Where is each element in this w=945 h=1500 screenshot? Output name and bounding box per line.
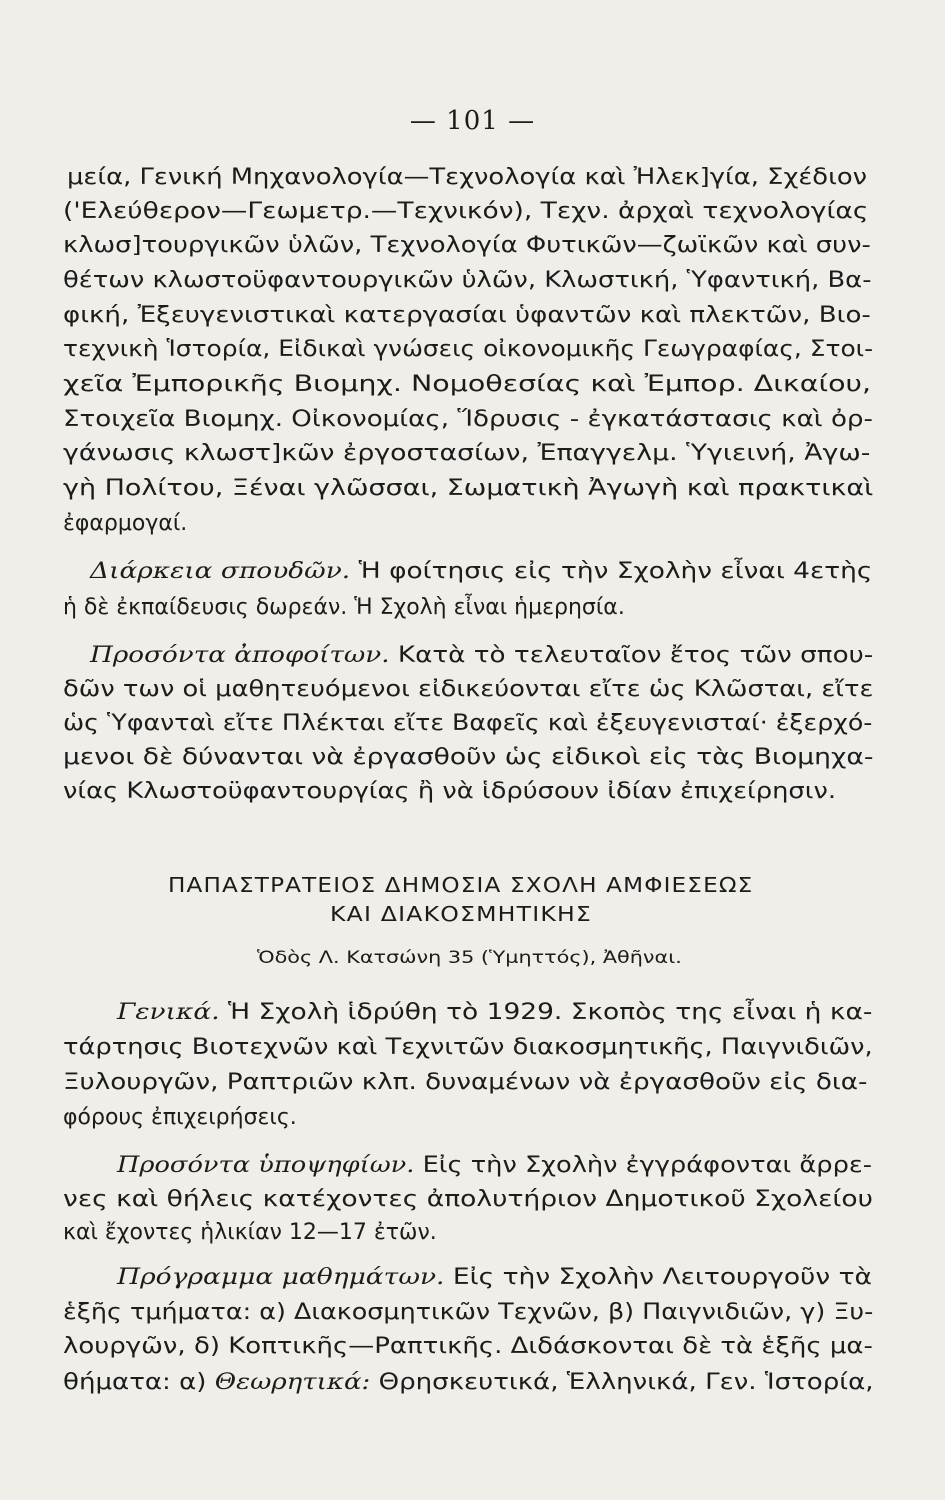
candidates-text: Εἰς τὴν Σχολὴν ἐγγράφονται ἄρρε- [422,1153,873,1178]
text-line: φόρους ἐπιχειρήσεις. [63,1105,297,1130]
paragraph-first-line [90,559,872,585]
text-line: τεχνικὴ Ἱστορία, Εἰδικαὶ γνώσεις οἰκονομικῆς Γεωγραφίας, Στοι- [63,337,874,362]
text-line: ἐφαρμογαί. [63,511,188,536]
theoretical-label: Θεωρητικά: [214,1370,371,1395]
text-line: μενοι δὲ δύνανται νὰ ἐργασθοῦν ὡς εἰδικοὶ εἰς τὰς Βιομηχα- [63,745,874,770]
paragraph-first-line [117,1000,872,1026]
text-line: νίας Κλωστοϋφαντουργίας ἢ νὰ ἱδρύσουν ἰδίαν ἐπιχείρησιν. [63,779,837,804]
program-text: Εἰς τὴν Σχολὴν Λειτουργοῦν τὰ [452,1265,873,1290]
paragraph-first-line [117,1153,872,1179]
text-line: λουργῶν, δ) Κοπτικῆς—Ραπτικῆς. Διδάσκονται δὲ τὰ ἑξῆς μα- [63,1334,873,1359]
general-text: Ἡ Σχολὴ ἱδρύθη τὸ 1929. Σκοπὸς της εἶναι ἡ κα- [228,1000,873,1025]
text-line: γάνωσις κλωστ]κῶν ἐργοστασίων, Ἐπαγγελμ. Ὑγιεινή, Ἀγω- [63,441,871,466]
text-line: νες καὶ θήλεις κατέχοντες ἀπολυτήριον Δημοτικοῦ Σχολείου [63,1187,873,1212]
section-heading: ΚΑΙ ΔΙΑΚΟΣΜΗΤΙΚΗΣ [330,902,593,926]
text-line: γὴ Πολίτου, Ξέναι γλῶσσαι, Σωματικὴ Ἀγωγὴ καὶ πρακτικαὶ [63,476,874,501]
text-line: ἑξῆς τμήματα: α) Διακοσμητικῶν Τεχνῶν, β) Παιγνιδιῶν, γ) Ξυ- [63,1300,874,1325]
program-label: Πρόγραμμα μαθημάτων. [117,1265,445,1290]
duration-label: Διάρκεια σπουδῶν. [90,559,351,584]
school-address: Ὁδὸς Λ. Κατσώνη 35 (Ὑμηττός), Ἀθῆναι. [257,948,682,968]
paragraph-first-line [117,1265,872,1291]
text-line: ἡ δὲ ἐκπαίδευσις δωρεάν. Ἡ Σχολὴ εἶναι ἡμερησία. [63,595,625,620]
text-line: ('Ελεύθερον—Γεωμετρ.—Τεχνικόν), Τεχν. ἀρχαὶ τεχνολογίας [63,199,869,224]
paragraph-first-line [90,643,873,669]
text-line: τάρτησις Βιοτεχνῶν καὶ Τεχνιτῶν διακοσμητικῆς, Παιγνιδιῶν, [63,1035,873,1060]
text-line: φική, Ἐξευγενιστικαὶ κατεργασίαι ὑφαντῶν καὶ πλεκτῶν, Βιο- [63,303,871,328]
text-fragment: Θρησκευτικά, Ἑλληνικά, Γεν. Ἱστορία, [378,1370,874,1395]
text-line: Στοιχεῖα Βιομηχ. Οἰκονομίας, Ἵδρυσις - ἐγκατάστασις καὶ ὀρ- [63,407,873,432]
text-line: Ξυλουργῶν, Ραπτριῶν κλπ. δυναμένων νὰ ἐργασθοῦν εἰς δια- [63,1070,868,1095]
duration-text: Ἡ φοίτησις εἰς τὴν Σχολὴν εἶναι 4ετὴς [358,559,873,584]
candidates-label: Προσόντα ὑποψηφίων. [117,1153,415,1178]
text-fragment: θήματα: α) [63,1370,207,1395]
graduates-text: Κατὰ τὸ τελευταῖον ἔτος τῶν σπου- [397,643,874,668]
text-line-last [63,1370,874,1396]
text-line: κλωσ]τουργικῶν ὑλῶν, Τεχνολογία Φυτικῶν—ζωϊκῶν καὶ συν- [63,233,871,258]
text-line: δῶν των οἱ μαθητευόμενοι εἰδικεύονται εἴτε ὡς Κλῶσται, εἴτε [63,677,874,702]
general-label: Γενικά. [117,1000,220,1025]
graduates-label: Προσόντα ἀποφοίτων. [90,643,390,668]
text-line: χεῖα Ἐμπορικῆς Βιομηχ. Νομοθεσίας καὶ Ἐμπορ. Δικαίου, [63,372,872,397]
section-heading: ΠΑΠΑΣΤΡΑΤΕΙΟΣ ΔΗΜΟΣΙΑ ΣΧΟΛΗ ΑΜΦΙΕΣΕΩΣ [168,873,754,897]
text-line: καὶ ἔχοντες ἡλικίαν 12—17 ἐτῶν. [63,1220,437,1245]
text-line: ὡς Ὑφανταὶ εἴτε Πλέκται εἴτε Βαφεῖς καὶ ἐξευγενισταί· ἐξερχό- [63,711,873,736]
text-line: μεία, Γενική Μηχανολογία—Τεχνολογία καὶ Ἠλεκ]γία, Σχέδιον [67,165,868,190]
text-line: θέτων κλωστοϋφαντουργικῶν ὑλῶν, Κλωστική, Ὑφαντική, Βα- [63,268,872,293]
page-number: — 101 — [409,106,536,136]
